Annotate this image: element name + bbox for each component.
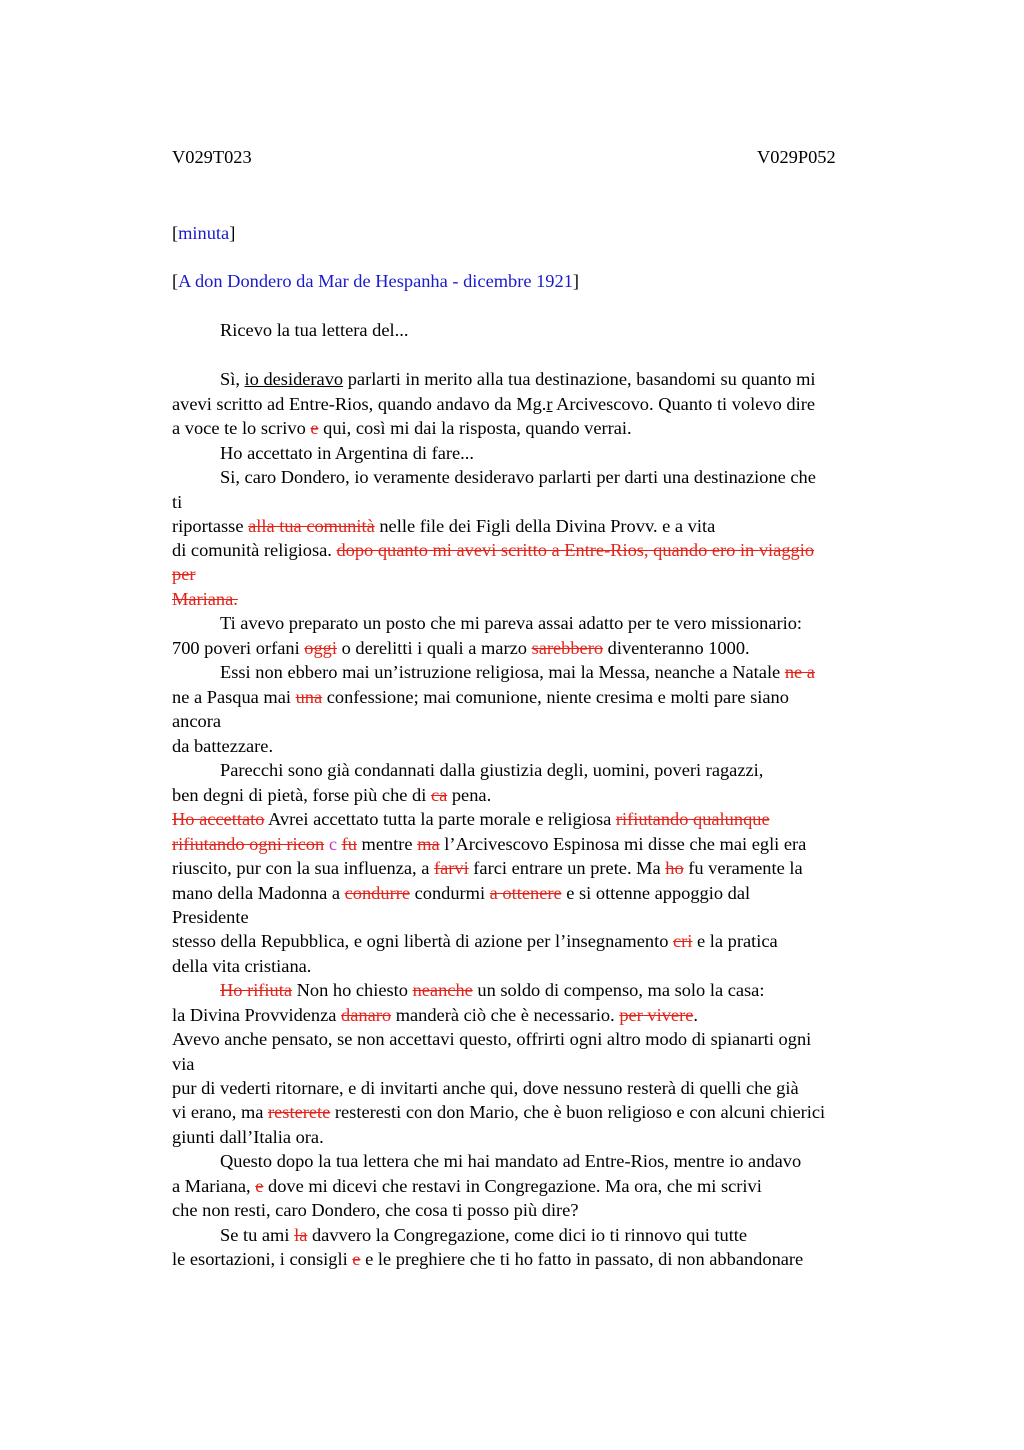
letter-line bbox=[172, 954, 311, 978]
deleted-text: Ho accettato bbox=[172, 809, 265, 829]
deleted-text: danaro bbox=[341, 1005, 392, 1025]
line-text: Presidente bbox=[172, 907, 249, 927]
deleted-text: ca bbox=[430, 785, 448, 805]
letter-line bbox=[172, 514, 715, 538]
deleted-text: una bbox=[295, 687, 323, 707]
line-text: parlarti in merito alla tua destinazione, basandomi su quanto mi bbox=[343, 369, 816, 389]
letter-line bbox=[172, 562, 195, 586]
letter-line bbox=[172, 1125, 324, 1149]
line-text: davvero la Congregazione, come dici io ti rinnovo qui tutte bbox=[307, 1225, 748, 1245]
deleted-text: fu bbox=[341, 834, 357, 854]
line-text: stesso della Repubblica, e ogni libertà di azione per l’insegnamento bbox=[172, 931, 673, 951]
letter-line bbox=[220, 978, 764, 1002]
letter-line bbox=[172, 1076, 799, 1100]
letter-line bbox=[172, 832, 806, 856]
line-text: farci entrare un prete. Ma bbox=[468, 858, 666, 878]
line-text: Non ho chiesto bbox=[292, 980, 413, 1000]
letter-line bbox=[220, 367, 816, 391]
letter-line bbox=[172, 1052, 194, 1076]
line-text: la Divina Provvidenza bbox=[172, 1005, 342, 1025]
letter-line bbox=[172, 416, 632, 440]
line-text: Parecchi sono già condannati dalla giustizia degli, uomini, poveri ragazzi, bbox=[220, 760, 764, 780]
line-text: e le preghiere che ti ho fatto in passato, di non abbandonare bbox=[360, 1249, 804, 1269]
letter-line bbox=[172, 1198, 579, 1222]
deleted-text: oggi bbox=[304, 638, 337, 658]
deleted-text: e bbox=[352, 1249, 361, 1269]
line-text: che non resti, caro Dondero, che cosa ti posso più dire? bbox=[172, 1200, 579, 1220]
deleted-text: ho bbox=[665, 858, 684, 878]
line-text: o derelitti i quali a marzo bbox=[336, 638, 532, 658]
deleted-text: rifiutando qualunque bbox=[615, 809, 770, 829]
line-text: mentre bbox=[356, 834, 418, 854]
letter-line bbox=[220, 1149, 801, 1173]
line-text: ben degni di pietà, forse più che di bbox=[172, 785, 431, 805]
line-text: ti bbox=[172, 492, 183, 512]
deleted-text: Ho rifiuta bbox=[220, 980, 293, 1000]
letter-line bbox=[220, 660, 815, 684]
deleted-text: a ottenere bbox=[489, 883, 562, 903]
line-text: riportasse bbox=[172, 516, 249, 536]
line-text: avevi scritto ad Entre-Rios, quando andavo da Mg. bbox=[172, 394, 547, 414]
line-text: giunti dall’Italia ora. bbox=[172, 1127, 324, 1147]
line-text: qui, così mi dai la risposta, quando verrai. bbox=[318, 418, 632, 438]
letter-line bbox=[172, 685, 789, 709]
line-text: ne a Pasqua mai bbox=[172, 687, 296, 707]
line-text: Avevo anche pensato, se non accettavi questo, offrirti ogni altro modo di spianarti ogni bbox=[172, 1029, 812, 1049]
document-code-left: V029T023 bbox=[172, 147, 252, 167]
line-text: Ti avevo preparato un posto che mi pareva assai adatto per te vero missionario: bbox=[220, 613, 803, 633]
deleted-text: per vivere bbox=[619, 1005, 694, 1025]
line-text: mano della Madonna a bbox=[172, 883, 345, 903]
deleted-text: farvi bbox=[433, 858, 469, 878]
deleted-text: e bbox=[255, 1176, 264, 1196]
letter-line bbox=[220, 758, 763, 782]
letter-line bbox=[220, 465, 816, 489]
letter-line bbox=[172, 1174, 762, 1198]
letter-line bbox=[172, 587, 238, 611]
deleted-text: dopo quanto mi avevi scritto a Entre-Rios, quando ero in viaggio bbox=[336, 540, 815, 560]
line-text: a Mariana, bbox=[172, 1176, 256, 1196]
letter-line bbox=[220, 318, 408, 342]
inserted-text: c bbox=[328, 834, 337, 854]
deleted-text: e bbox=[310, 418, 319, 438]
line-text: condurmi bbox=[409, 883, 490, 903]
letter-line bbox=[172, 1027, 811, 1051]
line-text: resteresti con don Mario, che è buon religioso e con alcuni chierici bbox=[330, 1102, 826, 1122]
deleted-text: per bbox=[172, 564, 196, 584]
deleted-text: neanche bbox=[412, 980, 473, 1000]
letter-line bbox=[220, 441, 474, 465]
line-text: Avrei accettato tutta la parte morale e religiosa bbox=[264, 809, 616, 829]
line-text: e si ottenne appoggio dal bbox=[561, 883, 751, 903]
line-text: manderà ciò che è necessario. bbox=[391, 1005, 620, 1025]
line-text: Essi non ebbero mai un’istruzione religiosa, mai la Messa, neanche a Natale bbox=[220, 662, 785, 682]
document-title: [A don Dondero da Mar de Hespanha - dicembre 1921] bbox=[172, 271, 580, 291]
line-text: Sì, bbox=[220, 369, 245, 389]
letter-line bbox=[172, 856, 803, 880]
letter-line bbox=[172, 1247, 803, 1271]
line-text: diventeranno 1000. bbox=[603, 638, 750, 658]
letter-line bbox=[220, 1223, 747, 1247]
line-text: riuscito, pur con la sua influenza, a bbox=[172, 858, 434, 878]
line-text: di comunità religiosa. bbox=[172, 540, 337, 560]
letter-line bbox=[172, 636, 750, 660]
line-text: via bbox=[172, 1054, 195, 1074]
letter-line bbox=[220, 611, 802, 635]
deleted-text: alla tua comunità bbox=[248, 516, 375, 536]
deleted-text: resterete bbox=[268, 1102, 331, 1122]
deleted-text: ne a bbox=[784, 662, 815, 682]
line-text: un soldo di compenso, ma solo la casa: bbox=[472, 980, 765, 1000]
line-text: pur di vederti ritornare, e di invitarti anche qui, dove nessuno resterà di quelli che già bbox=[172, 1078, 799, 1098]
line-text: dove mi dicevi che restavi in Congregazione. Ma ora, che mi scrivi bbox=[263, 1176, 762, 1196]
title-text: A don Dondero da Mar de Hespanha - dicembre 1921 bbox=[178, 271, 573, 291]
letter-line bbox=[172, 538, 814, 562]
deleted-text: Mariana. bbox=[172, 589, 238, 609]
deleted-text: la bbox=[294, 1225, 308, 1245]
deleted-text: cri bbox=[673, 931, 693, 951]
line-text: confessione; mai comunione, niente cresima e molti pare siano bbox=[322, 687, 789, 707]
letter-line bbox=[172, 709, 221, 733]
minuta-label: [minuta] bbox=[172, 223, 236, 243]
line-text: fu veramente la bbox=[683, 858, 803, 878]
deleted-text: condurre bbox=[344, 883, 410, 903]
line-text: Ricevo la tua lettera del... bbox=[220, 320, 409, 340]
letter-line bbox=[172, 392, 815, 416]
letter-line bbox=[172, 881, 750, 905]
line-text: Ho accettato in Argentina di fare... bbox=[220, 443, 474, 463]
letter-line bbox=[172, 734, 273, 758]
deleted-text: ma bbox=[417, 834, 440, 854]
line-text: Si, caro Dondero, io veramente desideravo parlarti per darti una destinazione che bbox=[220, 467, 816, 487]
letter-line bbox=[172, 807, 770, 831]
letter-line bbox=[172, 905, 249, 929]
letter-line bbox=[172, 783, 491, 807]
line-text: le esortazioni, i consigli bbox=[172, 1249, 353, 1269]
letter-line bbox=[172, 490, 182, 514]
line-text: da battezzare. bbox=[172, 736, 274, 756]
line-text: della vita cristiana. bbox=[172, 956, 312, 976]
line-text: ancora bbox=[172, 711, 222, 731]
line-text: Se tu ami bbox=[220, 1225, 295, 1245]
line-text: nelle file dei Figli della Divina Provv. e a vita bbox=[374, 516, 716, 536]
line-text: . bbox=[693, 1005, 698, 1025]
underlined-text: io desideravo bbox=[244, 369, 344, 389]
line-text: a voce te lo scrivo bbox=[172, 418, 311, 438]
line-text: e la pratica bbox=[692, 931, 778, 951]
underlined-text: r bbox=[546, 394, 553, 414]
deleted-text: sarebbero bbox=[531, 638, 604, 658]
line-text: pena. bbox=[447, 785, 492, 805]
line-text: Arcivescovo. Quanto ti volevo dire bbox=[552, 394, 815, 414]
line-text: l’Arcivescovo Espinosa mi disse che mai egli era bbox=[439, 834, 807, 854]
letter-line bbox=[172, 929, 778, 953]
line-text: vi erano, ma bbox=[172, 1102, 269, 1122]
document-code-right: V029P052 bbox=[757, 147, 836, 167]
minuta-text: minuta bbox=[178, 223, 230, 243]
letter-line bbox=[172, 1100, 825, 1124]
line-text: 700 poveri orfani bbox=[172, 638, 305, 658]
letter-line bbox=[172, 1003, 698, 1027]
deleted-text: rifiutando ogni ricon bbox=[172, 834, 325, 854]
line-text: Questo dopo la tua lettera che mi hai mandato ad Entre-Rios, mentre io andavo bbox=[220, 1151, 802, 1171]
